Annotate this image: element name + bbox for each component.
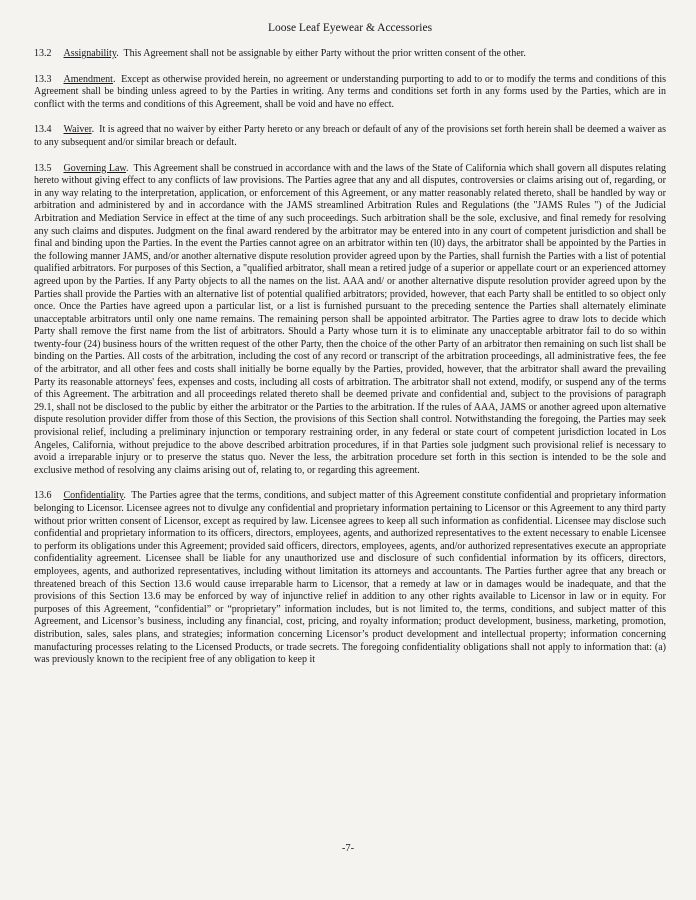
- section-text: The Parties agree that the terms, conditions, and subject matter of this Agreement constitute confidential and proprietary information belonging to Licensor. Licensee agrees not to divulge any confidential and proprietary information pertaining to Licensor or this Agreement to any third party without prior written consent of Licensor, except as required by law. Licensee agrees to keep all such information as confidential. Licensee may disclose such confidential and proprietary information to its officers, directors, employees, agents, and authorized representatives to the extent necessary to enable Licensee to perform its obligations under this Agreement; provided said officers, directors, employees, agents, and/or authorized representatives execute an appropriate confidentiality agreement. Licensee shall be liable for any unauthorized use and disclosure of such confidential information by its officers, directors, employees, agents, and authorized representatives, including without limitation its attorneys and accountants. The Parties further agree that any breach or threatened breach of this Section 13.6 would cause irreparable harm to Licensor, that a remedy at law or in damages would be inadequate, and that the provisions of this Section 13.6 may be enforced by way of injunctive relief in addition to any other rights available to Licensor in law or in equity. For purposes of this Agreement, “confidential” or “proprietary” information includes, but is not limited to, the terms, conditions, and subject matter of this Agreement, and Licensor’s business, including any financial, cost, pricing, and royalty information; product development, business, marketing, promotion, distribution, sales, sales plans, and strategies; information concerning Licensor’s product development and intellectual property; information concerning manufacturing processes relating to the Licensed Products, or trade secrets. The foregoing confidentiality obligations shall not apply to information that: (a) was previously known to the recipient free of any obligation to keep it: [34, 490, 666, 666]
- section-text: It is agreed that no waiver by either Party hereto or any breach or default of any of the provisions set forth herein shall be deemed a waiver as to any subsequent and/or similar breach or default.: [34, 124, 667, 148]
- section-13-4: 13.4 Waiver. It is agreed that no waiver by either Party hereto or any breach or default of any of the provisions set forth herein shall be deemed a waiver as to any subsequent and/or similar breach or default.: [34, 124, 667, 148]
- section-13-2: 13.2 Assignability. This Agreement shall not be assignable by either Party without the prior written consent of the other.: [34, 48, 526, 59]
- section-text: This Agreement shall not be assignable by either Party without the prior written consent of the other.: [123, 48, 526, 59]
- document-header: Loose Leaf Eyewear & Accessories: [267, 22, 433, 34]
- section-number: 13.3: [34, 73, 52, 85]
- section-title: Waiver: [63, 124, 92, 136]
- section-text: Except as otherwise provided herein, no agreement or understanding purporting to add to or to modify the terms and conditions of this Agreement shall be binding unless agreed to by the Parties in writing. Any terms and conditions set forth in any forms used by the Parties, which are in conflict with the terms and conditions of this Agreement, shall be void and have no effect.: [34, 73, 666, 110]
- section-13-3: 13.3 Amendment. Except as otherwise provided herein, no agreement or understanding purporting to add to or to modify the terms and conditions of this Agreement shall be binding unless agreed to by the Parties in writing. Any terms and conditions set forth in any forms used by the Parties, which are in conflict with the terms and conditions of this Agreement, shall be void and have no effect.: [34, 73, 666, 110]
- section-13-5: 13.5 Governing Law. This Agreement shall be construed in accordance with and the laws of the State of California which shall govern all disputes relating hereto without giving effect to any conflicts of law provisions. The Parties agree that any and all disputes, controversies or claims arising out of, regarding, or in any way relating to the interpretation, application, or enforcement of this Agreement, or any matter reasonably related thereto, shall be handled by way or arbitration and administered by and in accordance with the JAMS streamlined Arbitration Rules and Regulations (the "JAMS Rules ") of the Judicial Arbitration and Mediation Service in effect at the time of any such proceedings. Such arbitration shall be the sole, exclusive, and final remedy for resolving any such claims and disputes. Judgment on the final award rendered by the arbitrator may be entered into in any court of competent jurisdiction and shall be final and binding upon the Parties. In the event the Parties cannot agree on an arbitrator within ten (l0) days, the arbitrator shall be appointed by the Parties in the following manner JAMS, and/or another alternative dispute resolution provider agreed upon by the Parties, shall furnish the Parties with a list of potential qualified arbitrators. For purposes of this Section, a "qualified arbitrator, shall mean a retired judge of a superior or appellate court or an experienced attorney agreed upon by the Parties. If any Party objects to all the names on the list. AAA and/ or another alternative dispute resolution provider agreed upon by the Parties shall provide the Parties with an alternative list of potential qualified arbitrators; provided, however, that each Party shall be entitled to so object only once. Once the Parties have agreed upon a particular list, or a list is furnished pursuant to the preceding sentence the Parties shall alternately eliminate unacceptable arbitrators until only one name remains. The remaining person shall be appointed arbitrator. The Parties agree to draw lots to decide which Party shall remove the first name from the list of arbitrators. Should a Party whose turn it is to eliminate any unacceptable arbitrator fail to do so within twenty-four (24) business hours of the written request of the other Party, then the choice of the other Party of an arbitrator then remaining on such list shall be binding on the Parties. All costs of the arbitration, including the cost of any record or transcript of the arbitration proceedings, all administrative fees, the fee of the arbitrator, and all other fees and costs shall initially be borne equally by the Parties, provided, however, that the arbitrator shall award the prevailing Party its reasonable attorneys' fees, expenses and costs, including all costs of arbitration. The arbitrator shall not extend, modify, or suspend any of the terms of this Agreement. The arbitration and all proceedings related thereto shall be deemed private and confidential and, subject to the provisions of paragraph 29.1, shall not be disclosed to the public by either the arbitrator or the Parties to the arbitration. If the rules of AAA, JAMS or another agreed upon alternative dispute resolution provider differ from those of this Section, the provisions of this Section shall control. Notwithstanding the foregoing, the Parties may seek provisional relief, including a preliminary injunction or temporary restraining order, in any federal or state court of competent jurisdiction located in Los Angeles, California, without prejudice to the above described arbitration procedures, if in that Parties sole judgment such provisional relief is necessary to avoid a irreparable injury or to preserve the status quo. Never the less, the arbitration procedure set forth in this section is intended to be the sole and exclusive method of resolving any claims arising out of, relating to, or regarding this agreement.: [34, 162, 666, 476]
- section-number: 13.6: [34, 490, 52, 502]
- page-number: -7-: [341, 843, 355, 854]
- section-title: Confidentiality: [63, 490, 124, 502]
- section-title: Governing Law: [63, 162, 126, 174]
- section-13-6: 13.6 Confidentiality. The Parties agree that the terms, conditions, and subject matter of this Agreement constitute confidential and proprietary information belonging to Licensor. Licensee agrees not to divulge any confidential and proprietary information pertaining to Licensor or this Agreement to any third party without prior written consent of Licensor, except as required by law. Licensee agrees to keep all such information as confidential. Licensee may disclose such confidential and proprietary information to its officers, directors, employees, agents, and authorized representatives to the extent necessary to enable Licensee to perform its obligations under this Agreement; provided said officers, directors, employees, agents, and/or authorized representatives execute an appropriate confidentiality agreement. Licensee shall be liable for any unauthorized use and disclosure of such confidential information by its officers, directors, employees, agents, and authorized representatives, including without limitation its attorneys and accountants. The Parties further agree that any breach or threatened breach of this Section 13.6 would cause irreparable harm to Licensor, that a remedy at law or in damages would be inadequate, and that the provisions of this Section 13.6 may be enforced by way of injunctive relief in addition to any other rights available to Licensor in law or in equity. For purposes of this Agreement, “confidential” or “proprietary” information includes, but is not limited to, the terms, conditions, and subject matter of this Agreement, and Licensor’s business, including any financial, cost, pricing, and royalty information; product development, business, marketing, promotion, distribution, sales, sales plans, and strategies; information concerning Licensor’s product development and intellectual property; information concerning manufacturing processes relating to the Licensed Products, or trade secrets. The foregoing confidentiality obligations shall not apply to information that: (a) was previously known to the recipient free of any obligation to keep it: [34, 490, 666, 666]
- section-number: 13.4: [34, 124, 52, 136]
- section-title: Assignability: [63, 48, 117, 59]
- section-number: 13.2: [34, 48, 52, 59]
- section-number: 13.5: [34, 162, 52, 174]
- section-title: Amendment: [63, 73, 113, 85]
- section-text: This Agreement shall be construed in accordance with and the laws of the State of California which shall govern all disputes relating hereto without giving effect to any conflicts of law provisions. The Parties agree that any and all disputes, controversies or claims arising out of, regarding, or in any way relating to the interpretation, application, or enforcement of this Agreement, or any matter reasonably related thereto, shall be handled by way or arbitration and administered by and in accordance with the JAMS streamlined Arbitration Rules and Regulations (the "JAMS Rules ") of the Judicial Arbitration and Mediation Service in effect at the time of any such proceedings. Such arbitration shall be the sole, exclusive, and final remedy for resolving any such claims and disputes. Judgment on the final award rendered by the arbitrator may be entered into in any court of competent jurisdiction and shall be final and binding upon the Parties. In the event the Parties cannot agree on an arbitrator within ten (l0) days, the arbitrator shall be appointed by the Parties in the following manner JAMS, and/or another alternative dispute resolution provider agreed upon by the Parties, shall furnish the Parties with a list of potential qualified arbitrators. For purposes of this Section, a "qualified arbitrator, shall mean a retired judge of a superior or appellate court or an experienced attorney agreed upon by the Parties. If any Party objects to all the names on the list. AAA and/ or another alternative dispute resolution provider agreed upon by the Parties shall provide the Parties with an alternative list of potential qualified arbitrators; provided, however, that each Party shall be entitled to so object only once. Once the Parties have agreed upon a particular list, or a list is furnished pursuant to the preceding sentence the Parties shall alternately eliminate unacceptable arbitrators until only one name remains. The remaining person shall be appointed arbitrator. The Parties agree to draw lots to decide which Party shall remove the first name from the list of arbitrators. Should a Party whose turn it is to eliminate any unacceptable arbitrator fail to do so within twenty-four (24) business hours of the written request of the other Party, then the choice of the other Party of an arbitrator then remaining on such list shall be binding on the Parties. All costs of the arbitration, including the cost of any record or transcript of the arbitration proceedings, all administrative fees, the fee of the arbitrator, and all other fees and costs shall initially be borne equally by the Parties, provided, however, that the arbitrator shall award the prevailing Party its reasonable attorneys' fees, expenses and costs, including all costs of arbitration. The arbitrator shall not extend, modify, or suspend any of the terms of this Agreement. The arbitration and all proceedings related thereto shall be deemed private and confidential and, subject to the provisions of paragraph 29.1, shall not be disclosed to the public by either the arbitrator or the Parties to the arbitration. If the rules of AAA, JAMS or another agreed upon alternative dispute resolution provider differ from those of this Section, the provisions of this Section shall control. Notwithstanding the foregoing, the Parties may seek provisional relief, including a preliminary injunction or temporary restraining order, in any federal or state court of competent jurisdiction located in Los Angeles, California, without prejudice to the above described arbitration procedures, if in that Parties sole judgment such provisional relief is necessary to avoid a irreparable injury or to preserve the status quo. Never the less, the arbitration procedure set forth in this section is intended to be the sole and exclusive method of resolving any claims arising out of, relating to, or regarding this agreement.: [34, 162, 666, 476]
